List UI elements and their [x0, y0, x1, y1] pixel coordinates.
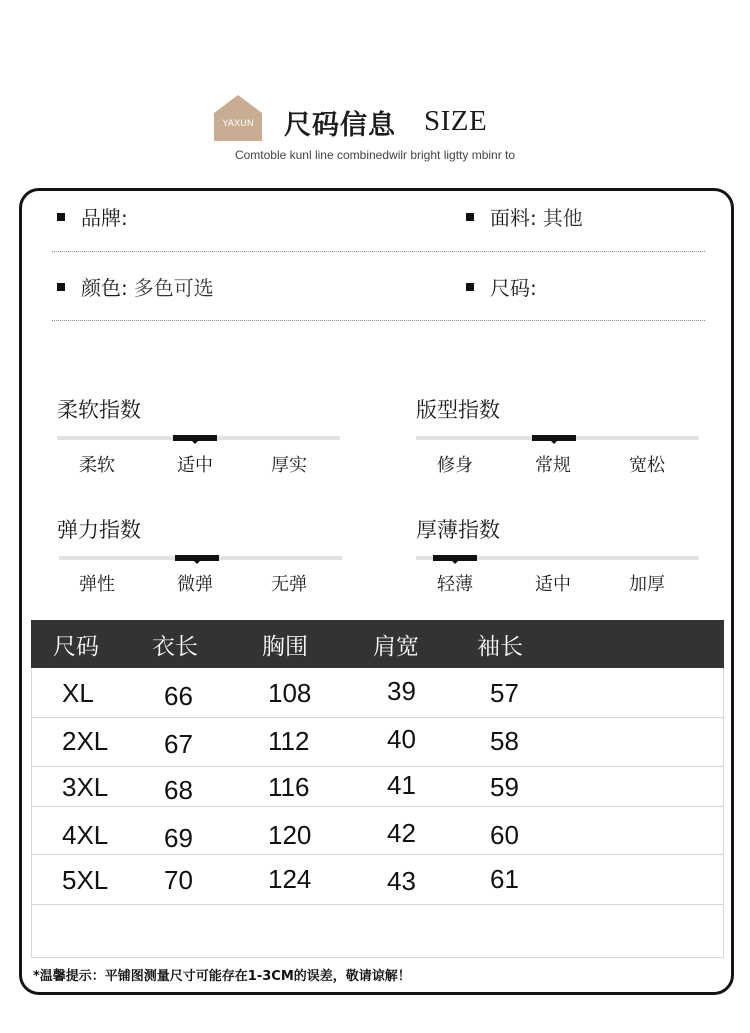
- page-title-en: SIZE: [424, 105, 488, 137]
- divider: [52, 320, 705, 321]
- table-cell-sleeve: 57: [490, 678, 519, 708]
- softness-option: 适中: [177, 455, 213, 476]
- table-cell-length: 68: [164, 775, 193, 805]
- table-cell-sleeve: 59: [490, 772, 519, 802]
- color-info: [57, 272, 214, 301]
- house-logo-icon: [214, 93, 262, 141]
- size-label: 尺码:: [490, 276, 537, 300]
- table-cell-shoulder: 41: [387, 770, 416, 800]
- column-header-size: 尺码: [53, 634, 99, 660]
- column-header-shoulder: 肩宽: [373, 634, 419, 660]
- table-cell-chest: 108: [268, 678, 312, 708]
- table-cell-length: 66: [164, 681, 193, 711]
- table-cell-shoulder: 42: [387, 818, 416, 848]
- fit-marker: [532, 435, 576, 441]
- thickness-marker: [433, 555, 477, 561]
- table-cell-length: 67: [164, 729, 193, 759]
- column-header-chest: 胸围: [262, 634, 308, 660]
- table-cell-size: 5XL: [62, 865, 109, 895]
- elasticity-option: 弹性: [79, 574, 115, 595]
- fabric-info: [466, 202, 583, 231]
- thickness-option: 适中: [535, 574, 571, 595]
- bullet-icon: [466, 283, 474, 291]
- table-cell-shoulder: 39: [387, 676, 416, 706]
- table-cell-sleeve: 61: [490, 864, 519, 894]
- elasticity-index-title: 弹力指数: [57, 518, 141, 542]
- brand-logo: [214, 93, 262, 141]
- fabric-label: 面料:: [490, 206, 537, 230]
- fit-option: 宽松: [629, 455, 665, 476]
- fit-option: 修身: [437, 455, 473, 476]
- size-info: [466, 272, 543, 301]
- bullet-icon: [466, 213, 474, 221]
- table-cell-chest: 120: [268, 820, 312, 850]
- elasticity-marker: [175, 555, 219, 561]
- table-cell-size: XL: [62, 678, 94, 708]
- table-cell-chest: 116: [268, 772, 310, 802]
- color-label: 颜色:: [81, 276, 128, 300]
- fit-index-title: 版型指数: [416, 398, 500, 422]
- logo-text: YAXUN: [222, 118, 254, 128]
- softness-index-title: 柔软指数: [57, 398, 141, 422]
- row-divider: [32, 806, 723, 807]
- brand-label: 品牌:: [81, 206, 128, 230]
- thickness-index-title: 厚薄指数: [416, 518, 500, 542]
- fabric-value: 其他: [542, 206, 583, 230]
- measurement-note: *温馨提示：平铺图测量尺寸可能存在1-3CM的误差，敬请谅解！: [33, 969, 411, 984]
- softness-option: 厚实: [271, 455, 307, 476]
- table-cell-chest: 124: [268, 864, 312, 894]
- table-cell-size: 4XL: [62, 820, 109, 850]
- thickness-option: 轻薄: [437, 574, 473, 595]
- column-header-length: 衣长: [152, 634, 198, 660]
- row-divider: [32, 717, 723, 718]
- row-divider: [32, 904, 723, 905]
- size-table-header: [31, 620, 724, 668]
- brand-info: [57, 202, 134, 231]
- subtitle: Comtoble kunl line combinedwilr bright ligtty mbinr to: [234, 148, 516, 162]
- table-cell-sleeve: 60: [490, 820, 519, 850]
- row-divider: [32, 854, 723, 855]
- column-header-sleeve: 袖长: [477, 634, 523, 660]
- softness-marker: [173, 435, 217, 441]
- thickness-option: 加厚: [629, 574, 665, 595]
- page-title-cn: 尺码信息: [284, 110, 396, 141]
- softness-option: 柔软: [79, 455, 115, 476]
- fit-option: 常规: [535, 455, 571, 476]
- row-divider: [32, 766, 723, 767]
- table-cell-length: 70: [164, 865, 193, 895]
- color-value: 多色可选: [133, 276, 214, 300]
- bullet-icon: [57, 283, 65, 291]
- elasticity-option: 无弹: [271, 574, 307, 595]
- table-cell-size: 2XL: [62, 726, 109, 756]
- table-cell-shoulder: 43: [387, 866, 416, 896]
- divider: [52, 251, 705, 252]
- table-cell-shoulder: 40: [387, 724, 416, 754]
- elasticity-option: 微弹: [177, 574, 213, 595]
- table-cell-sleeve: 58: [490, 726, 519, 756]
- table-cell-size: 3XL: [62, 772, 109, 802]
- bullet-icon: [57, 213, 65, 221]
- table-cell-length: 69: [164, 823, 193, 853]
- table-cell-chest: 112: [268, 726, 310, 756]
- size-table-body: [31, 668, 724, 958]
